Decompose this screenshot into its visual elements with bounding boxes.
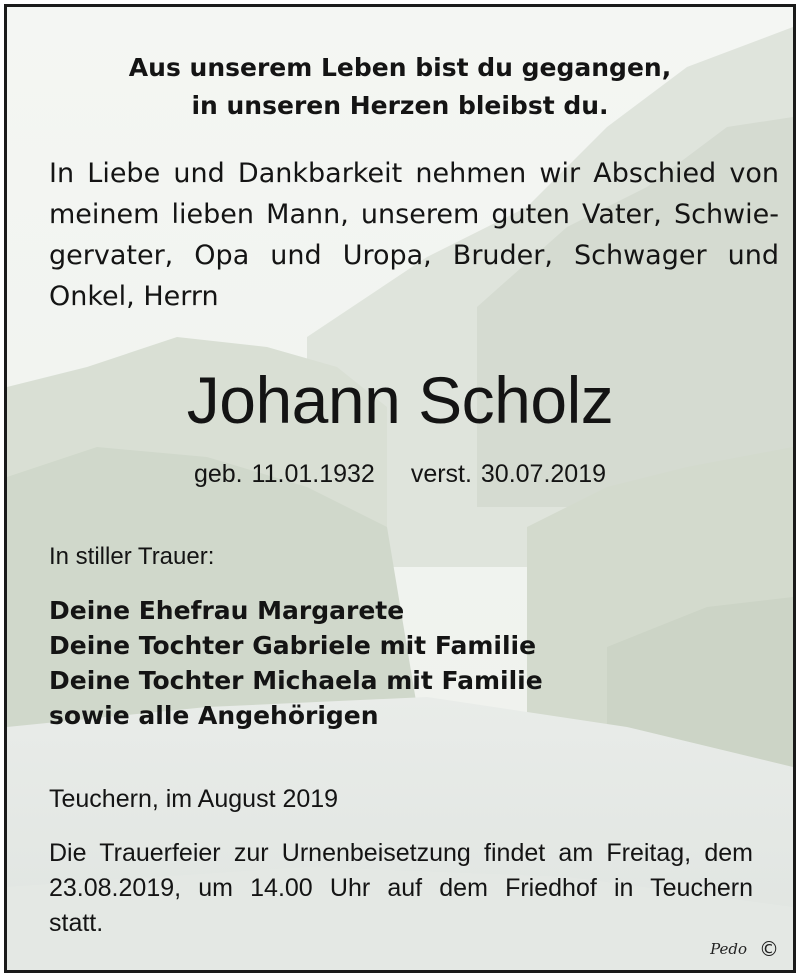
motto <box>7 49 793 125</box>
motto-line: in unseren Herzen bleibst du. <box>191 91 609 120</box>
deceased-name: Johann Scholz <box>186 363 614 437</box>
funeral-line: Die Trauerfeier zur Urnenbeisetzung findet am Freitag, dem <box>49 839 753 867</box>
intro-line: Onkel, Herrn <box>49 281 219 312</box>
intro-line: meinem lieben Mann, unserem guten Vater, Schwie- <box>49 199 779 230</box>
birth-date: geb. 11.01.1932 <box>193 460 375 488</box>
intro-line: In Liebe und Dankbarkeit nehmen wir Abschied von <box>49 158 779 189</box>
funeral-notice <box>49 836 753 941</box>
mourners-list <box>49 593 543 733</box>
death-date: verst. 30.07.2019 <box>410 460 607 488</box>
copyright-icon: © <box>759 937 779 961</box>
designer-signature: Pedo <box>710 940 747 958</box>
mourner-item: sowie alle Angehörigen <box>49 701 379 730</box>
obituary-frame <box>4 4 796 973</box>
funeral-line: 23.08.2019, um 14.00 Uhr auf dem Friedhof in Teuchern <box>49 874 753 902</box>
intro-line: gervater, Opa und Uropa, Bruder, Schwager und <box>49 240 779 271</box>
place-date: Teuchern, im August 2019 <box>49 785 339 813</box>
motto-line: Aus unserem Leben bist du gegangen, <box>128 53 672 82</box>
mourner-item: Deine Tochter Gabriele mit Familie <box>49 631 537 660</box>
mourning-label: In stiller Trauer: <box>49 543 215 570</box>
life-dates <box>7 456 793 492</box>
funeral-line: statt. <box>49 909 104 937</box>
mourner-item: Deine Ehefrau Margarete <box>49 596 405 625</box>
mourner-item: Deine Tochter Michaela mit Familie <box>49 666 543 695</box>
intro-text <box>49 153 779 317</box>
